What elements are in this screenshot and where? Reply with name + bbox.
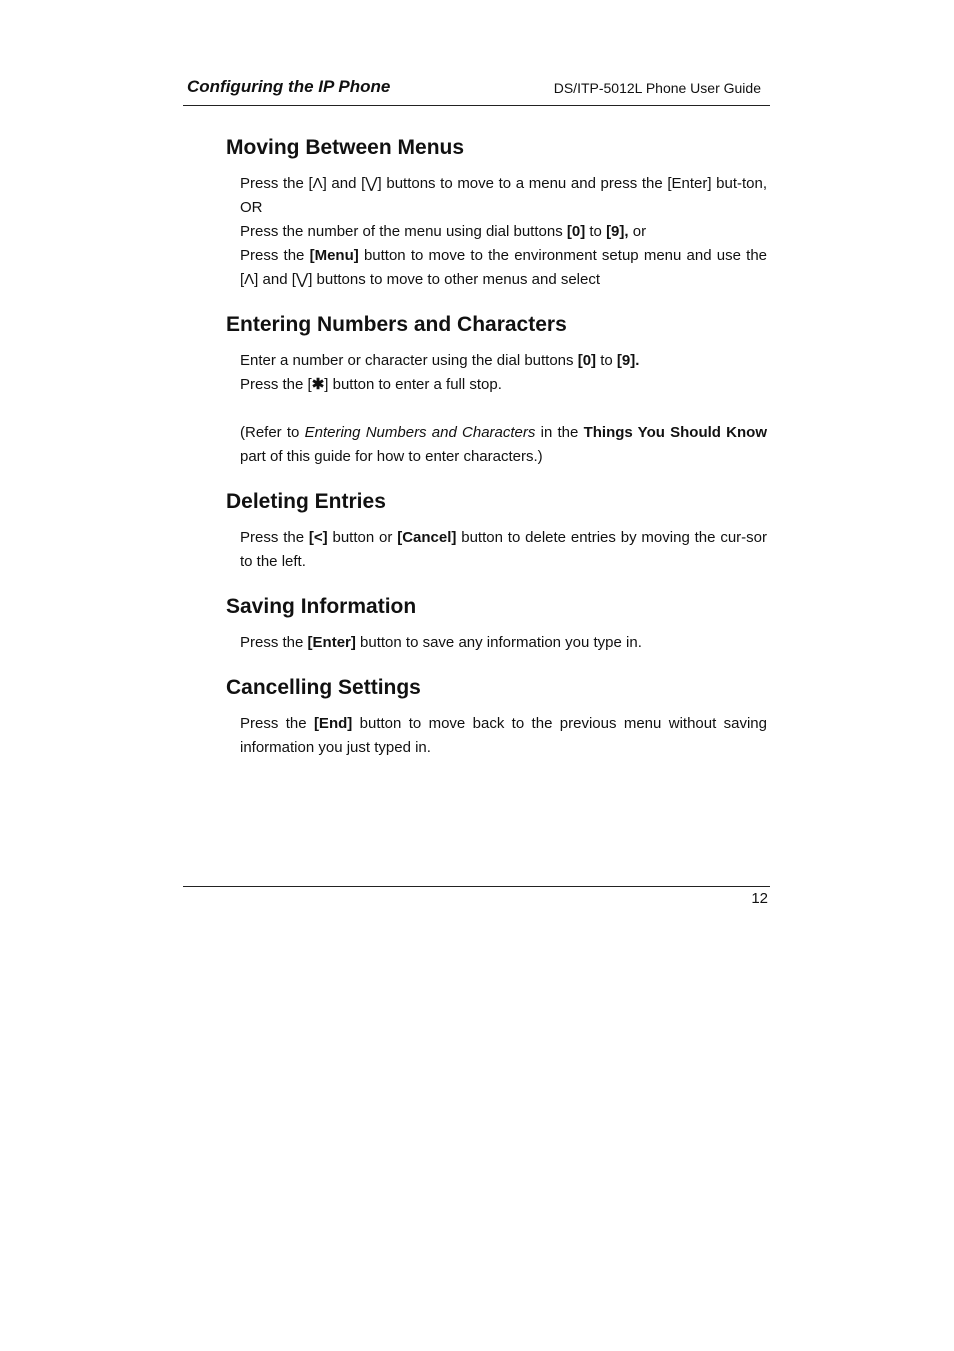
paragraph: Press the [End] button to move back to the previous menu without saving information you just typed in. (240, 715, 767, 756)
paragraph: (Refer to Entering Numbers and Characters in the Things You Should Know part of this guide for how to enter characters.) (240, 424, 767, 465)
header-rule (183, 105, 770, 106)
footer-rule (183, 886, 770, 887)
section-saving-information (226, 593, 771, 655)
chapter-title: Configuring the IP Phone (187, 77, 391, 96)
section-cancelling-settings (226, 674, 771, 760)
paragraph: Press the [Menu] button to move to the environment setup menu and use the [Λ] and [⋁] buttons to move to other menus and select (240, 247, 768, 288)
guide-title: DS/ITP-5012L Phone User Guide (553, 80, 761, 96)
star-key-icon: ✱ (311, 376, 325, 393)
paragraph: Enter a number or character using the dial buttons [0] to [9]. (240, 352, 640, 369)
paragraph: Press the number of the menu using dial buttons [0] to [9], or (240, 223, 647, 240)
page-number: 12 (751, 890, 768, 907)
paragraph: Press the [Enter] button to save any information you type in. (240, 634, 642, 651)
section-entering-numbers (226, 311, 771, 469)
section-deleting-entries (226, 488, 771, 574)
section-heading: Moving Between Menus (226, 136, 465, 159)
paragraph: Press the [✱] button to enter a full stop. (240, 376, 502, 393)
section-moving-between-menus (226, 134, 771, 292)
paragraph: Press the [Λ] and [⋁] buttons to move to a menu and press the [Enter] but-ton, OR (240, 175, 767, 216)
section-heading: Saving Information (226, 595, 417, 618)
section-heading: Cancelling Settings (226, 676, 421, 699)
section-heading: Entering Numbers and Characters (226, 313, 567, 336)
page-content (226, 134, 771, 779)
paragraph: Press the [<] button or [Cancel] button to delete entries by moving the cur-sor to the left. (240, 529, 767, 570)
section-heading: Deleting Entries (226, 490, 386, 513)
